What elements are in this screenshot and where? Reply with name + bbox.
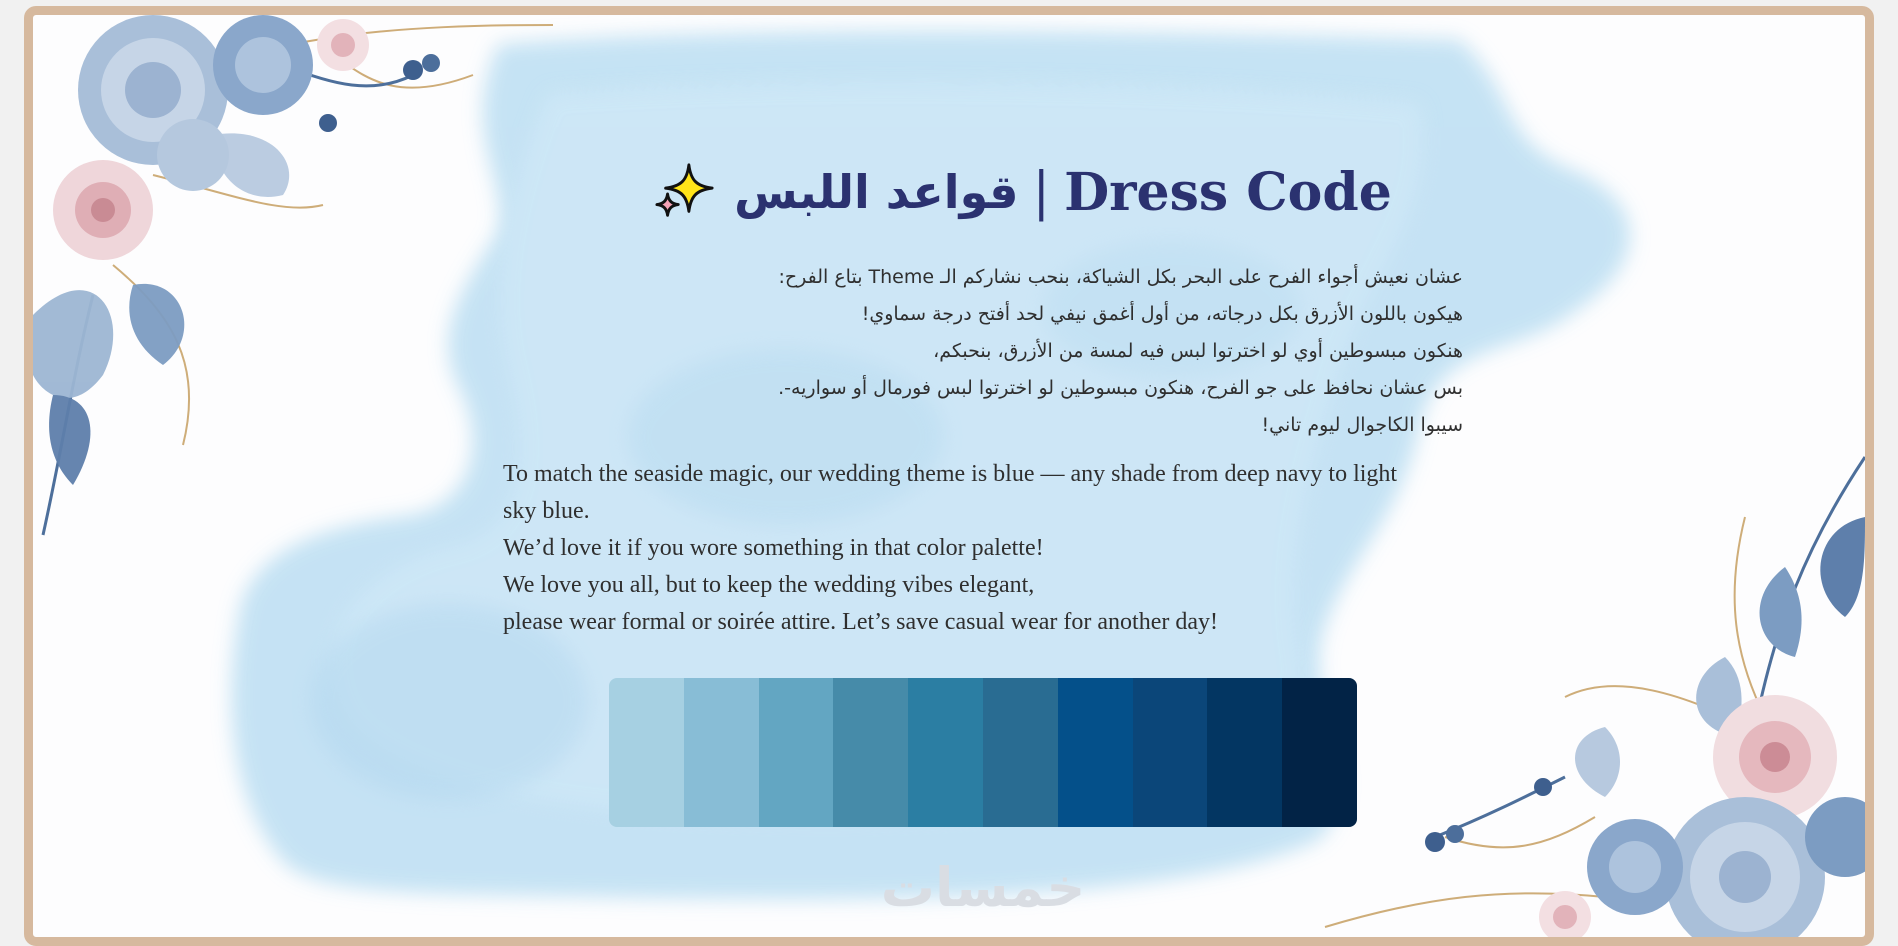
- color-swatch: [1058, 678, 1133, 827]
- color-swatch: [1207, 678, 1282, 827]
- arabic-line: بس عشان نحافظ على جو الفرح، هنكون مبسوطين لو اخترتوا لبس فورمال أو سواريه-.: [778, 377, 1463, 399]
- english-line: please wear formal or soirée attire. Let’s save casual wear for another day!: [503, 609, 1218, 635]
- color-swatch: [684, 678, 759, 827]
- color-palette: [609, 678, 1357, 827]
- title-arabic: قواعد اللبس: [734, 165, 1019, 219]
- english-line: sky blue.: [503, 498, 590, 524]
- english-line: We love you all, but to keep the wedding vibes elegant,: [503, 572, 1035, 598]
- color-swatch: [609, 678, 684, 827]
- color-swatch: [759, 678, 834, 827]
- english-line: To match the seaside magic, our wedding theme is blue — any shade from deep navy to light: [503, 461, 1398, 487]
- arabic-line: هنكون مبسوطين أوي لو اخترتوا لبس فيه لمسة من الأزرق، بنحبكم،: [933, 340, 1463, 362]
- sparkles-icon: [654, 161, 716, 223]
- color-swatch: [983, 678, 1058, 827]
- english-description: [503, 456, 1463, 641]
- arabic-line: سيبوا الكاجوال ليوم تاني!: [1261, 414, 1463, 436]
- title-english: Dress Code: [1064, 161, 1392, 223]
- arabic-line: هيكون باللون الأزرق بكل درجاته، من أول أغمق نيفي لحد أفتح درجة سماوي!: [861, 303, 1463, 325]
- arabic-line: عشان نعيش أجواء الفرح على البحر بكل الشياكة، بنحب نشاركم الـ Theme بتاع الفرح:: [778, 266, 1463, 288]
- color-swatch: [833, 678, 908, 827]
- color-swatch: [1282, 678, 1357, 827]
- page-title: [643, 150, 1403, 234]
- arabic-description: [503, 259, 1463, 444]
- english-line: We’d love it if you wore something in that color palette!: [503, 535, 1044, 561]
- watermark-logo: خمسات: [880, 856, 1086, 919]
- color-swatch: [908, 678, 983, 827]
- title-separator: |: [1032, 162, 1051, 222]
- invitation-card: [24, 6, 1874, 946]
- color-swatch: [1133, 678, 1208, 827]
